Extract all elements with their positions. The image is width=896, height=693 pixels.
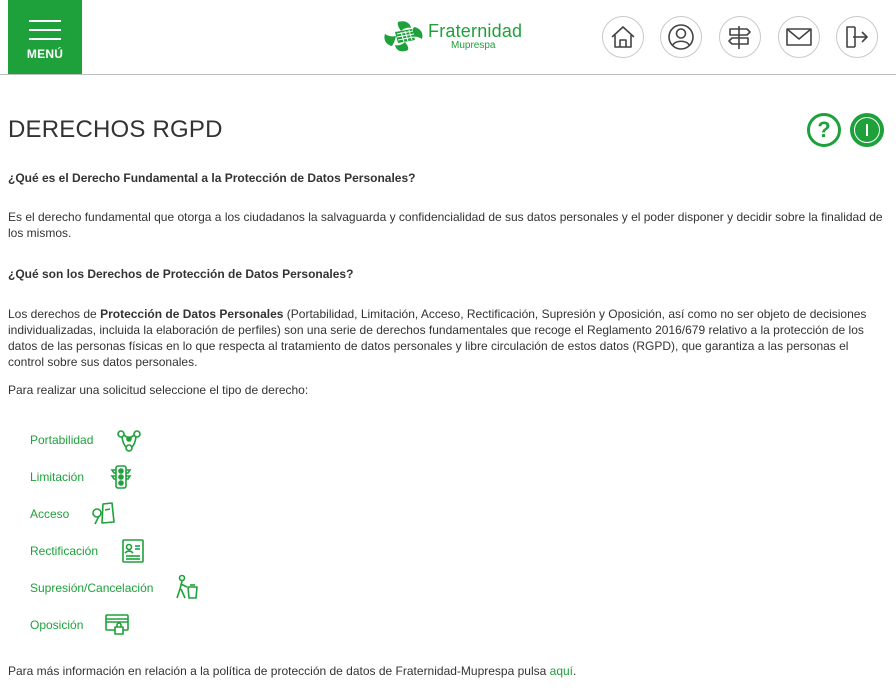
right-oposicion[interactable] (30, 618, 83, 632)
home-icon (610, 25, 636, 49)
right-label: Limitación (30, 470, 85, 484)
user-icon (667, 23, 695, 51)
right-label: Rectificación (30, 544, 99, 558)
profile-button[interactable] (660, 16, 702, 58)
right-label: Acceso (30, 507, 70, 521)
paragraph: Es el derecho fundamental que otorga a los ciudadanos la salvaguarda y confidencialidad de sus datos personales y el poder disponer y decidir sobre la finalidad de los mismos. (8, 210, 883, 240)
contact-button[interactable] (778, 16, 820, 58)
footer-info (8, 664, 576, 678)
logo-cross-icon (384, 20, 426, 54)
directions-button[interactable] (719, 16, 761, 58)
logout-button[interactable] (836, 16, 878, 58)
key-tag-icon (90, 500, 116, 526)
menu-label: MENÚ (26, 47, 64, 61)
top-header (0, 0, 896, 75)
traffic-light-icon (108, 464, 134, 490)
instruction-text: Para realizar una solicitud seleccione el tipo de derecho: (8, 383, 309, 397)
question-heading: ¿Qué son los Derechos de Protección de Datos Personales? (8, 267, 354, 281)
paragraph (8, 306, 884, 370)
info-icon (854, 117, 880, 143)
trash-person-icon (174, 574, 200, 600)
info-button[interactable] (850, 113, 884, 147)
portability-icon (116, 428, 142, 454)
logo-sub-text: Muprespa (451, 40, 496, 51)
logout-icon (844, 24, 870, 50)
privacy-policy-link[interactable]: aquí (549, 664, 573, 678)
logo-brand-text: Fraternidad (428, 21, 523, 41)
text-segment: Los derechos de (8, 307, 101, 321)
question-heading: ¿Qué es el Derecho Fundamental a la Protección de Datos Personales? (8, 171, 416, 185)
text-segment: (Portabilidad, Limitación, Acceso, Rectificación, Supresión y Oposición, así como no ser objeto de decisiones individualizadas, incluida la elaboración de perfiles) son una serie de derechos fundamentales que recoge el Reglamento 2016/679 relativo a la protección de los datos de las personas físicas en lo que respecta al tratamiento de datos personales y libre circulación de estos datos (RGPD), que garantiza a las personas el control sobre sus datos personales. (8, 307, 867, 369)
signpost-icon (726, 23, 754, 51)
menu-button[interactable] (8, 0, 82, 74)
card-lock-icon (104, 611, 130, 637)
right-label: Oposición (30, 618, 84, 632)
mail-icon (785, 27, 813, 47)
right-portabilidad[interactable] (30, 433, 93, 447)
page-title: DERECHOS RGPD (8, 116, 223, 143)
right-rectificacion[interactable] (30, 544, 98, 558)
right-label: Portabilidad (30, 433, 94, 447)
home-button[interactable] (602, 16, 644, 58)
right-label: Supresión/Cancelación (30, 581, 154, 595)
help-button[interactable]: ? (807, 113, 841, 147)
hamburger-icon (29, 20, 61, 47)
footer-text: Para más información en relación a la política de protección de datos de Fraternidad-Muprespa pulsa (8, 664, 550, 678)
right-limitacion[interactable] (30, 470, 84, 484)
id-card-icon (120, 538, 146, 564)
right-acceso[interactable] (30, 507, 69, 521)
footer-suffix: . (573, 664, 577, 678)
bold-text: Protección de Datos Personales (100, 307, 284, 321)
logo[interactable] (384, 19, 524, 57)
right-supresion[interactable] (30, 581, 153, 595)
